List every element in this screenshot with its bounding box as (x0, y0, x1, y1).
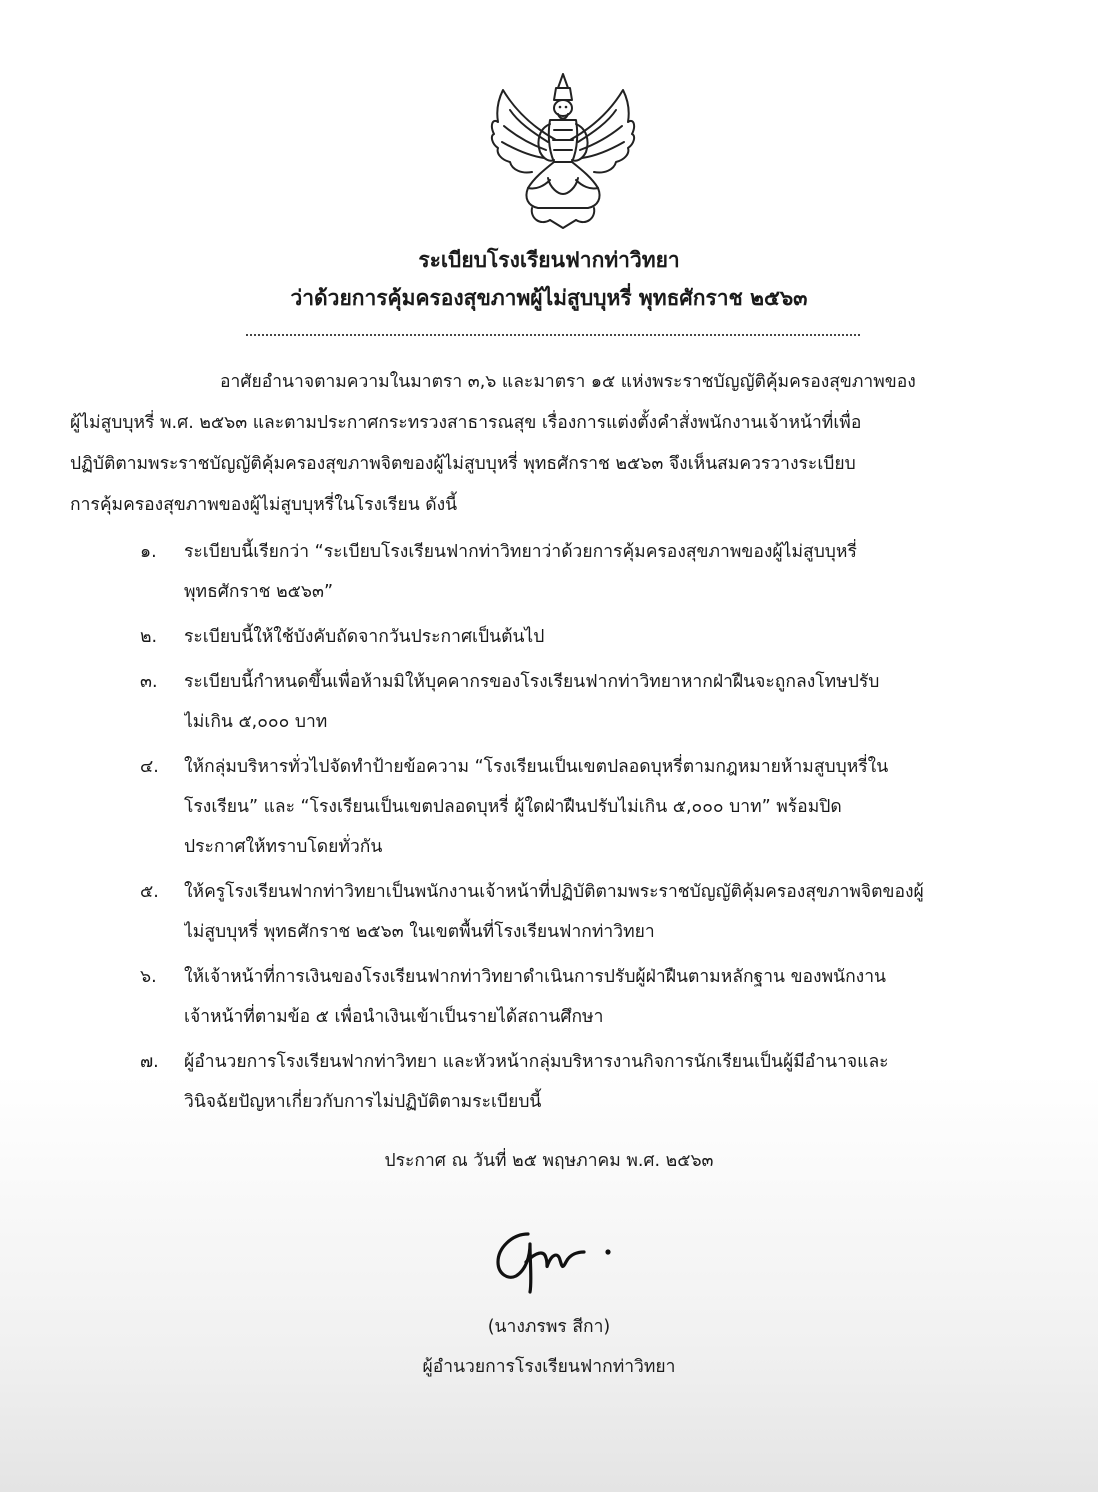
preamble-line: ปฏิบัติตามพระราชบัญญัติคุ้มครองสุขภาพจิตของผู้ไม่สูบบุหรี่ พุทธศักราช ๒๕๖๓ จึงเห็นสมควรวางระเบียบ (70, 454, 856, 474)
item-text-line: ให้เจ้าหน้าที่การเงินของโรงเรียนฟากท่าวิทยาดำเนินการปรับผู้ฝ่าฝืนตามหลักฐาน ของพนักงาน (184, 967, 887, 987)
item-text-line: ระเบียบนี้ให้ใช้บังคับถัดจากวันประกาศเป็นต้นไป (184, 627, 545, 647)
regulation-item (140, 1042, 1040, 1122)
regulation-item (140, 747, 1040, 867)
signer-position: ผู้อำนวยการโรงเรียนฟากท่าวิทยา (422, 1357, 676, 1377)
preamble-paragraph (70, 362, 1030, 526)
item-text-line: ระเบียบนี้เรียกว่า “ระเบียบโรงเรียนฟากท่าวิทยาว่าด้วยการคุ้มครองสุขภาพของผู้ไม่สูบบุหรี่ (184, 542, 857, 562)
regulation-item (140, 532, 1040, 612)
item-text-line: เจ้าหน้าที่ตามข้อ ๕ เพื่อนำเงินเข้าเป็นรายได้สถานศึกษา (184, 1007, 604, 1027)
regulation-item (140, 617, 1040, 657)
item-number: ๓. (140, 672, 158, 692)
regulation-item (140, 957, 1040, 1037)
document-subtitle: ว่าด้วยการคุ้มครองสุขภาพผู้ไม่สูบบุหรี่ พุทธศักราช ๒๕๖๓ (290, 286, 808, 310)
item-number: ๖. (140, 967, 157, 987)
preamble-line: ผู้ไม่สูบบุหรี่ พ.ศ. ๒๕๖๓ และตามประกาศกระทรวงสาธารณสุข เรื่องการแต่งตั้งคำสั่งพนักงานเจ้าหน้าที่เพื่อ (70, 413, 862, 433)
item-text-line: โรงเรียน” และ “โรงเรียนเป็นเขตปลอดบุหรี่ ผู้ใดฝ่าฝืนปรับไม่เกิน ๕,๐๐๐ บาท” พร้อมปิด (184, 797, 842, 817)
item-text-line: ไม่สูบบุหรี่ พุทธศักราช ๒๕๖๓ ในเขตพื้นที่โรงเรียนฟากท่าวิทยา (184, 922, 655, 942)
item-number: ๑. (140, 542, 157, 562)
item-text-line: พุทธศักราช ๒๕๖๓” (184, 582, 334, 602)
handwritten-signature (486, 1222, 626, 1296)
item-number: ๕. (140, 882, 159, 902)
item-text-line: วินิจฉัยปัญหาเกี่ยวกับการไม่ปฏิบัติตามระเบียบนี้ (184, 1092, 542, 1112)
item-text-line: ผู้อำนวยการโรงเรียนฟากท่าวิทยา และหัวหน้ากลุ่มบริหารงานกิจการนักเรียนเป็นผู้มีอำนาจและ (184, 1052, 889, 1072)
garuda-emblem-icon (488, 70, 638, 230)
regulation-item (140, 872, 1040, 952)
item-number: ๔. (140, 757, 159, 777)
signer-name: (นางภรพร สีกา) (487, 1317, 611, 1337)
item-text-line: ประกาศให้ทราบโดยทั่วกัน (184, 837, 383, 857)
preamble-line: อาศัยอำนาจตามความในมาตรา ๓,๖ และมาตรา ๑๕ แห่งพระราชบัญญัติคุ้มครองสุขภาพของ (220, 372, 916, 392)
dotted-divider (246, 334, 860, 336)
item-text-line: ระเบียบนี้กำหนดขึ้นเพื่อห้ามมิให้บุคคากรของโรงเรียนฟากท่าวิทยาหากฝ่าฝืนจะถูกลงโทษปรับ (184, 672, 880, 692)
item-text-line: ให้ครูโรงเรียนฟากท่าวิทยาเป็นพนักงานเจ้าหน้าที่ปฏิบัติตามพระราชบัญญัติคุ้มครองสุขภาพจิตของผู้ (184, 882, 924, 902)
item-text-line: ให้กลุ่มบริหารทั่วไปจัดทำป้ายข้อความ “โรงเรียนเป็นเขตปลอดบุหรี่ตามกฎหมายห้ามสูบบุหรี่ใน (184, 757, 889, 777)
regulation-item (140, 662, 1040, 742)
item-number: ๒. (140, 627, 158, 647)
document-title: ระเบียบโรงเรียนฟากท่าวิทยา (418, 248, 680, 272)
regulation-items-list (140, 532, 1040, 1127)
announcement-date: ประกาศ ณ วันที่ ๒๕ พฤษภาคม พ.ศ. ๒๕๖๓ (384, 1151, 714, 1171)
item-number: ๗. (140, 1052, 159, 1072)
preamble-line: การคุ้มครองสุขภาพของผู้ไม่สูบบุหรี่ในโรงเรียน ดังนี้ (70, 495, 458, 515)
item-text-line: ไม่เกิน ๕,๐๐๐ บาท (184, 712, 328, 732)
